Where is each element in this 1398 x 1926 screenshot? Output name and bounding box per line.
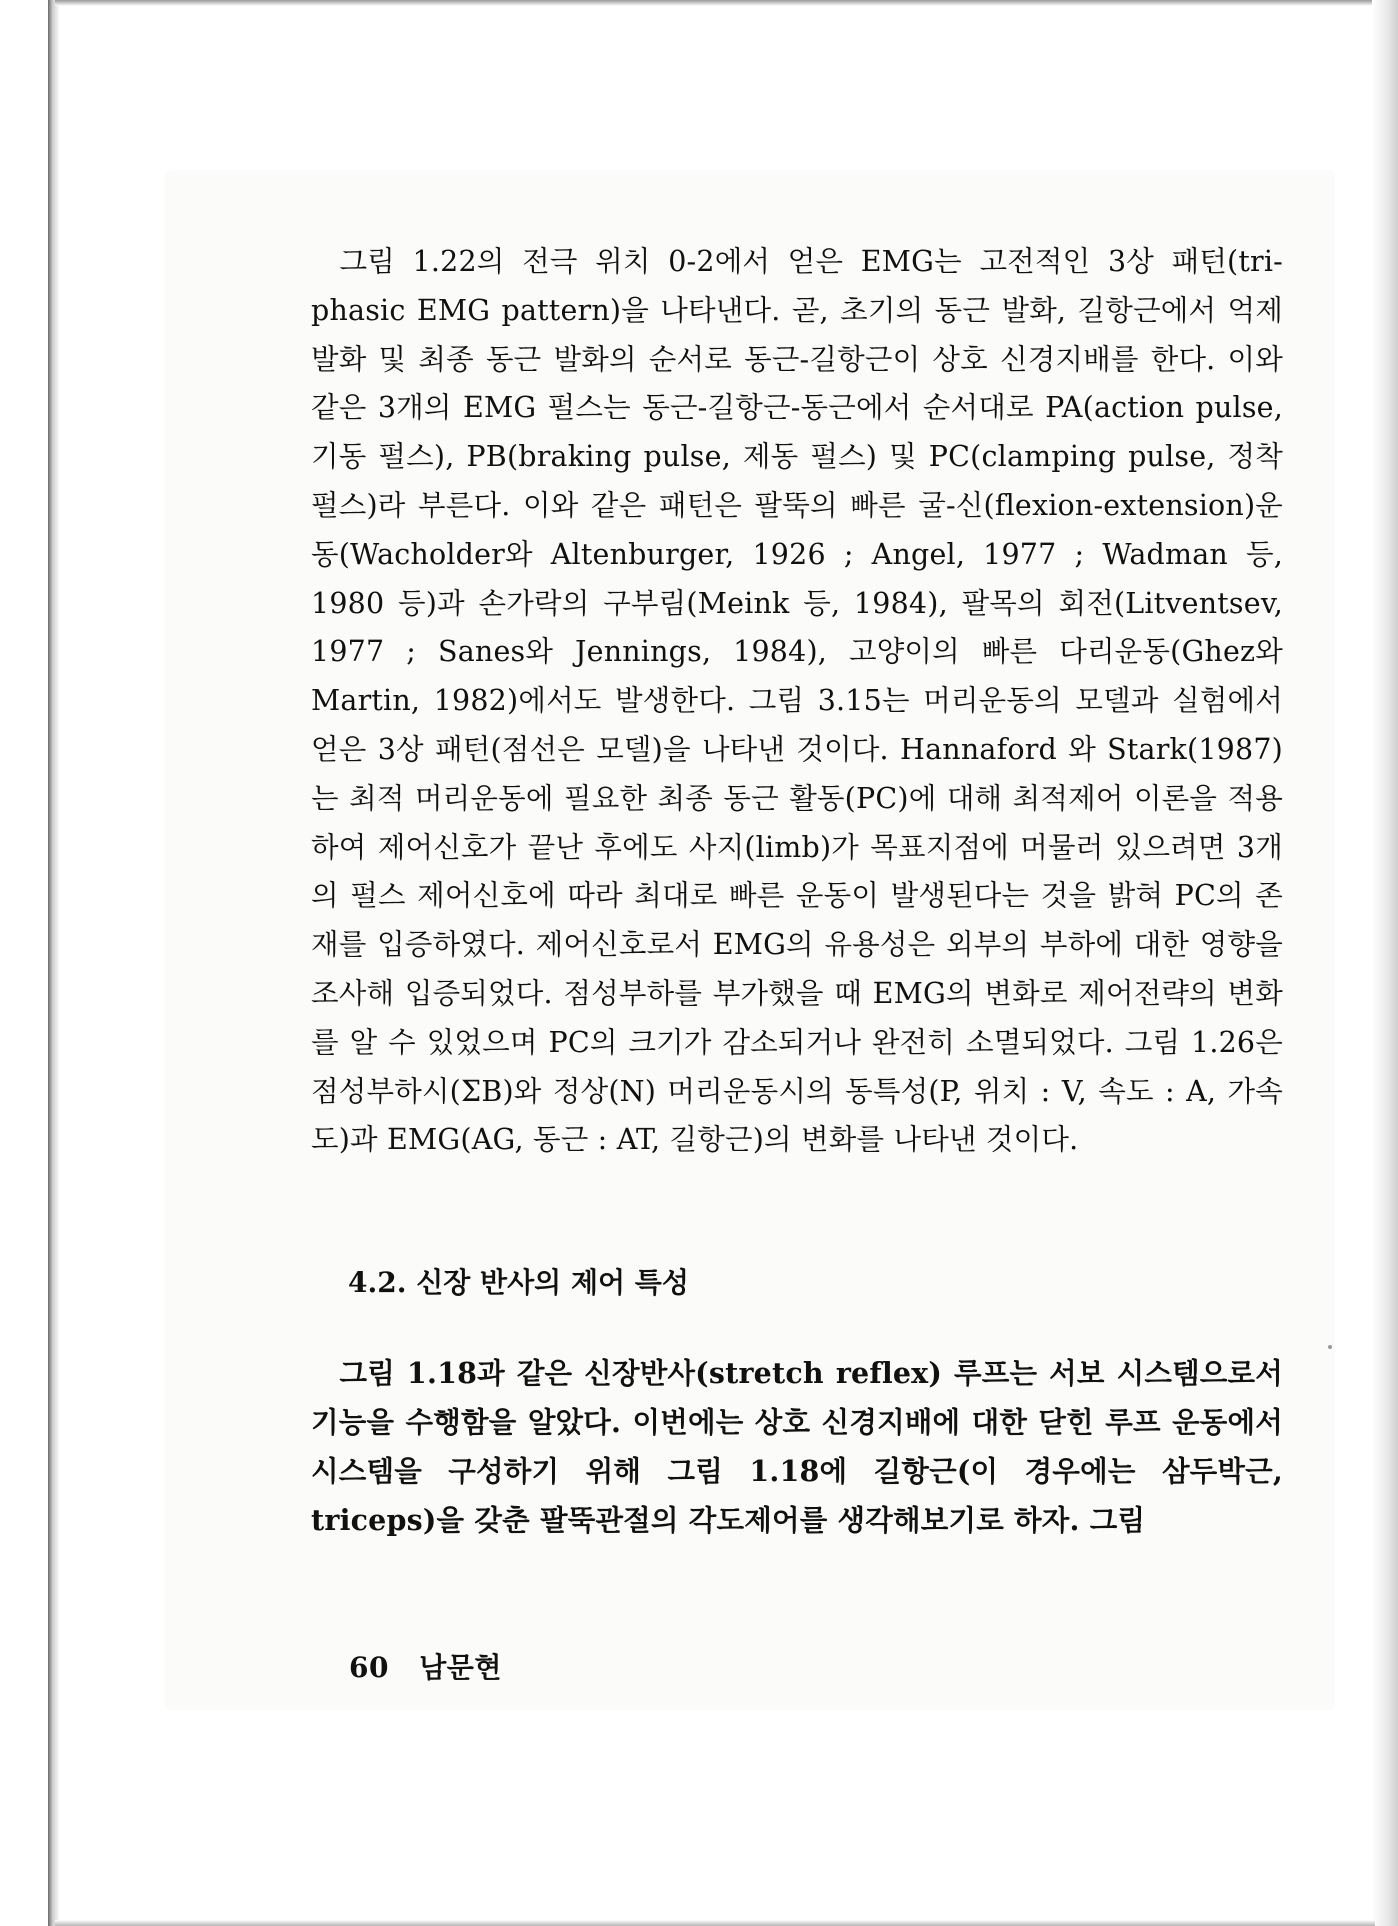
scan-speck xyxy=(1328,1345,1332,1349)
page-top-edge xyxy=(55,0,1375,6)
section-heading: 4.2. 신장 반사의 제어 특성 xyxy=(348,1266,689,1300)
page-content xyxy=(311,238,1283,1544)
page-bottom-edge xyxy=(55,1920,1375,1926)
page-left-shadow xyxy=(48,0,60,1926)
body-paragraph-1: 그림 1.22의 전극 위치 0-2에서 얻은 EMG는 고전적인 3상 패턴(tri-phasic EMG pattern)을 나타낸다. 곧, 초기의 동근 발화, 길항근에서 억제 발화 및 최종 동근 발화의 순서로 동근-길항근이 상호 신경지배를 한다. 이와 같은 3개의 EMG 펄스는 동근-길항근-동근에서 순서대로 PA(action pulse, 기동 펄스), PB(braking pulse, 제동 펄스) 및 PC(clamping pulse, 정착 펄스)라 부른다. 이와 같은 패턴은 팔뚝의 빠른 굴-신(flexion-extension)운동(Wacholder와 Altenburger, 1926 ; Angel, 1977 ; Wadman 등, 1980 등)과 손가락의 구부림(Meink 등, 1984), 팔목의 회전(Litventsev, 1977 ; Sanes와 Jennings, 1984), 고양이의 빠른 다리운동(Ghez와 Martin, 1982)에서도 발생한다. 그림 3.15는 머리운동의 모델과 실험에서 얻은 3상 패턴(점선은 모델)을 나타낸 것이다. Hannaford 와 Stark(1987)는 최적 머리운동에 필요한 최종 동근 활동(PC)에 대해 최적제어 이론을 적용하여 제어신호가 끝난 후에도 사지(limb)가 목표지점에 머물러 있으려면 3개의 펄스 제어신호에 따라 최대로 빠른 운동이 발생된다는 것을 밝혀 PC의 존재를 입증하였다. 제어신호로서 EMG의 유용성은 외부의 부하에 대한 영향을 조사해 입증되었다. 점성부하를 부가했을 때 EMG의 변화로 제어전략의 변화를 알 수 있었으며 PC의 크기가 감소되거나 완전히 소멸되었다. 그림 1.26은 점성부하시(ΣB)와 정상(N) 머리운동시의 동특성(P, 위치 : V, 속도 : A, 가속도)과 EMG(AG, 동근 : AT, 길항근)의 변화를 나타낸 것이다. xyxy=(311,245,1283,1157)
page-footer xyxy=(349,1646,502,1686)
page-right-edge xyxy=(1372,0,1398,1926)
footer-author: 남문현 xyxy=(419,1651,502,1684)
body-paragraph-2: 그림 1.18과 같은 신장반사(stretch reflex) 루프는 서보 시스템으로서 기능을 수행함을 알았다. 이번에는 상호 신경지배에 대한 닫힌 루프 운동에서 시스템을 구성하기 위해 그림 1.18에 길항근(이 경우에는 삼두박근, triceps)을 갖춘 팔뚝관절의 각도제어를 생각해보기로 하자. 그림 xyxy=(311,1356,1283,1537)
page-number: 60 xyxy=(349,1651,389,1684)
